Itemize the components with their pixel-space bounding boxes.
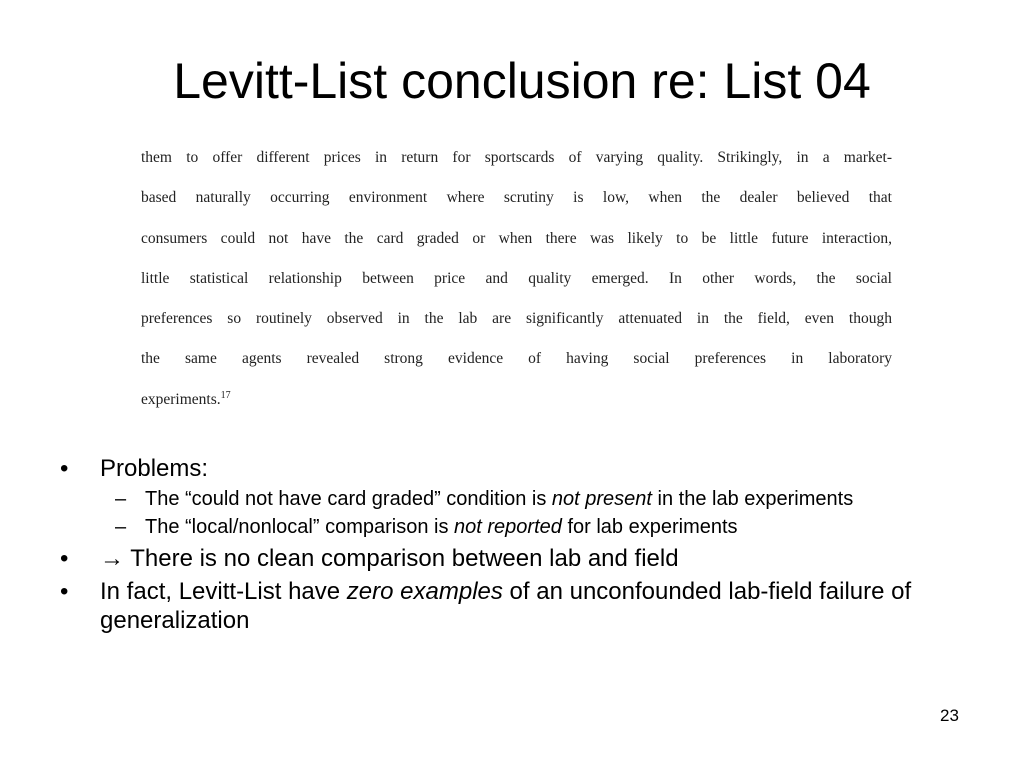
bullet-list xyxy=(60,454,980,635)
excerpt-line: preferences so routinely observed in the lab are significantly attenuated in the field, even though xyxy=(141,310,892,328)
slide-title: Levitt-List conclusion re: List 04 xyxy=(173,53,871,109)
excerpt-line: based naturally occurring environment where scrutiny is low, when the dealer believed that xyxy=(141,189,892,207)
excerpt-line: little statistical relationship between price and quality emerged. In other words, the social xyxy=(141,269,892,287)
excerpt-line: the same agents revealed strong evidence of having social preferences in laboratory xyxy=(141,350,892,368)
sub-bullet-graded-condition xyxy=(60,487,980,511)
bullet-no-clean-comparison xyxy=(60,544,980,573)
footnote-marker: 17 xyxy=(220,389,231,401)
bullet-text: There is no clean comparison between lab and field xyxy=(124,545,679,572)
bullet-text: of an unconfounded lab-field failure of generalization xyxy=(100,578,912,634)
quoted-excerpt xyxy=(141,148,892,430)
excerpt-line: them to offer different prices in return for sportscards of varying quality. Strikingly, in a market- xyxy=(141,149,892,166)
emphasis-text: zero examples xyxy=(346,578,503,605)
dash-marker: – xyxy=(115,488,127,510)
excerpt-last-line xyxy=(141,390,892,430)
excerpt-line: consumers could not have the card graded or when there was likely to be little future interaction, xyxy=(141,229,892,247)
sub-bullet-text: in the lab experiments xyxy=(651,488,854,510)
bullet-marker: • xyxy=(60,578,69,605)
bullet-marker: • xyxy=(60,545,69,572)
emphasis-text: not present xyxy=(551,488,652,510)
bullet-text: In fact, Levitt-List have xyxy=(100,578,347,605)
bullet-text: Problems: xyxy=(100,455,209,482)
sub-bullet-local-comparison xyxy=(60,515,980,539)
bullet-marker: • xyxy=(60,455,69,482)
arrow-icon: → xyxy=(100,545,124,572)
dash-marker: – xyxy=(115,516,127,538)
sub-bullet-text: for lab experiments xyxy=(561,516,738,538)
sub-bullet-text: The “could not have card graded” condition is xyxy=(145,488,552,510)
sub-bullet-text: The “local/nonlocal” comparison is xyxy=(145,516,455,538)
emphasis-text: not reported xyxy=(454,516,562,538)
bullet-zero-examples xyxy=(60,577,980,635)
excerpt-line-text: experiments. xyxy=(141,390,221,408)
bullet-problems xyxy=(60,454,980,483)
page-number: 23 xyxy=(940,706,959,725)
